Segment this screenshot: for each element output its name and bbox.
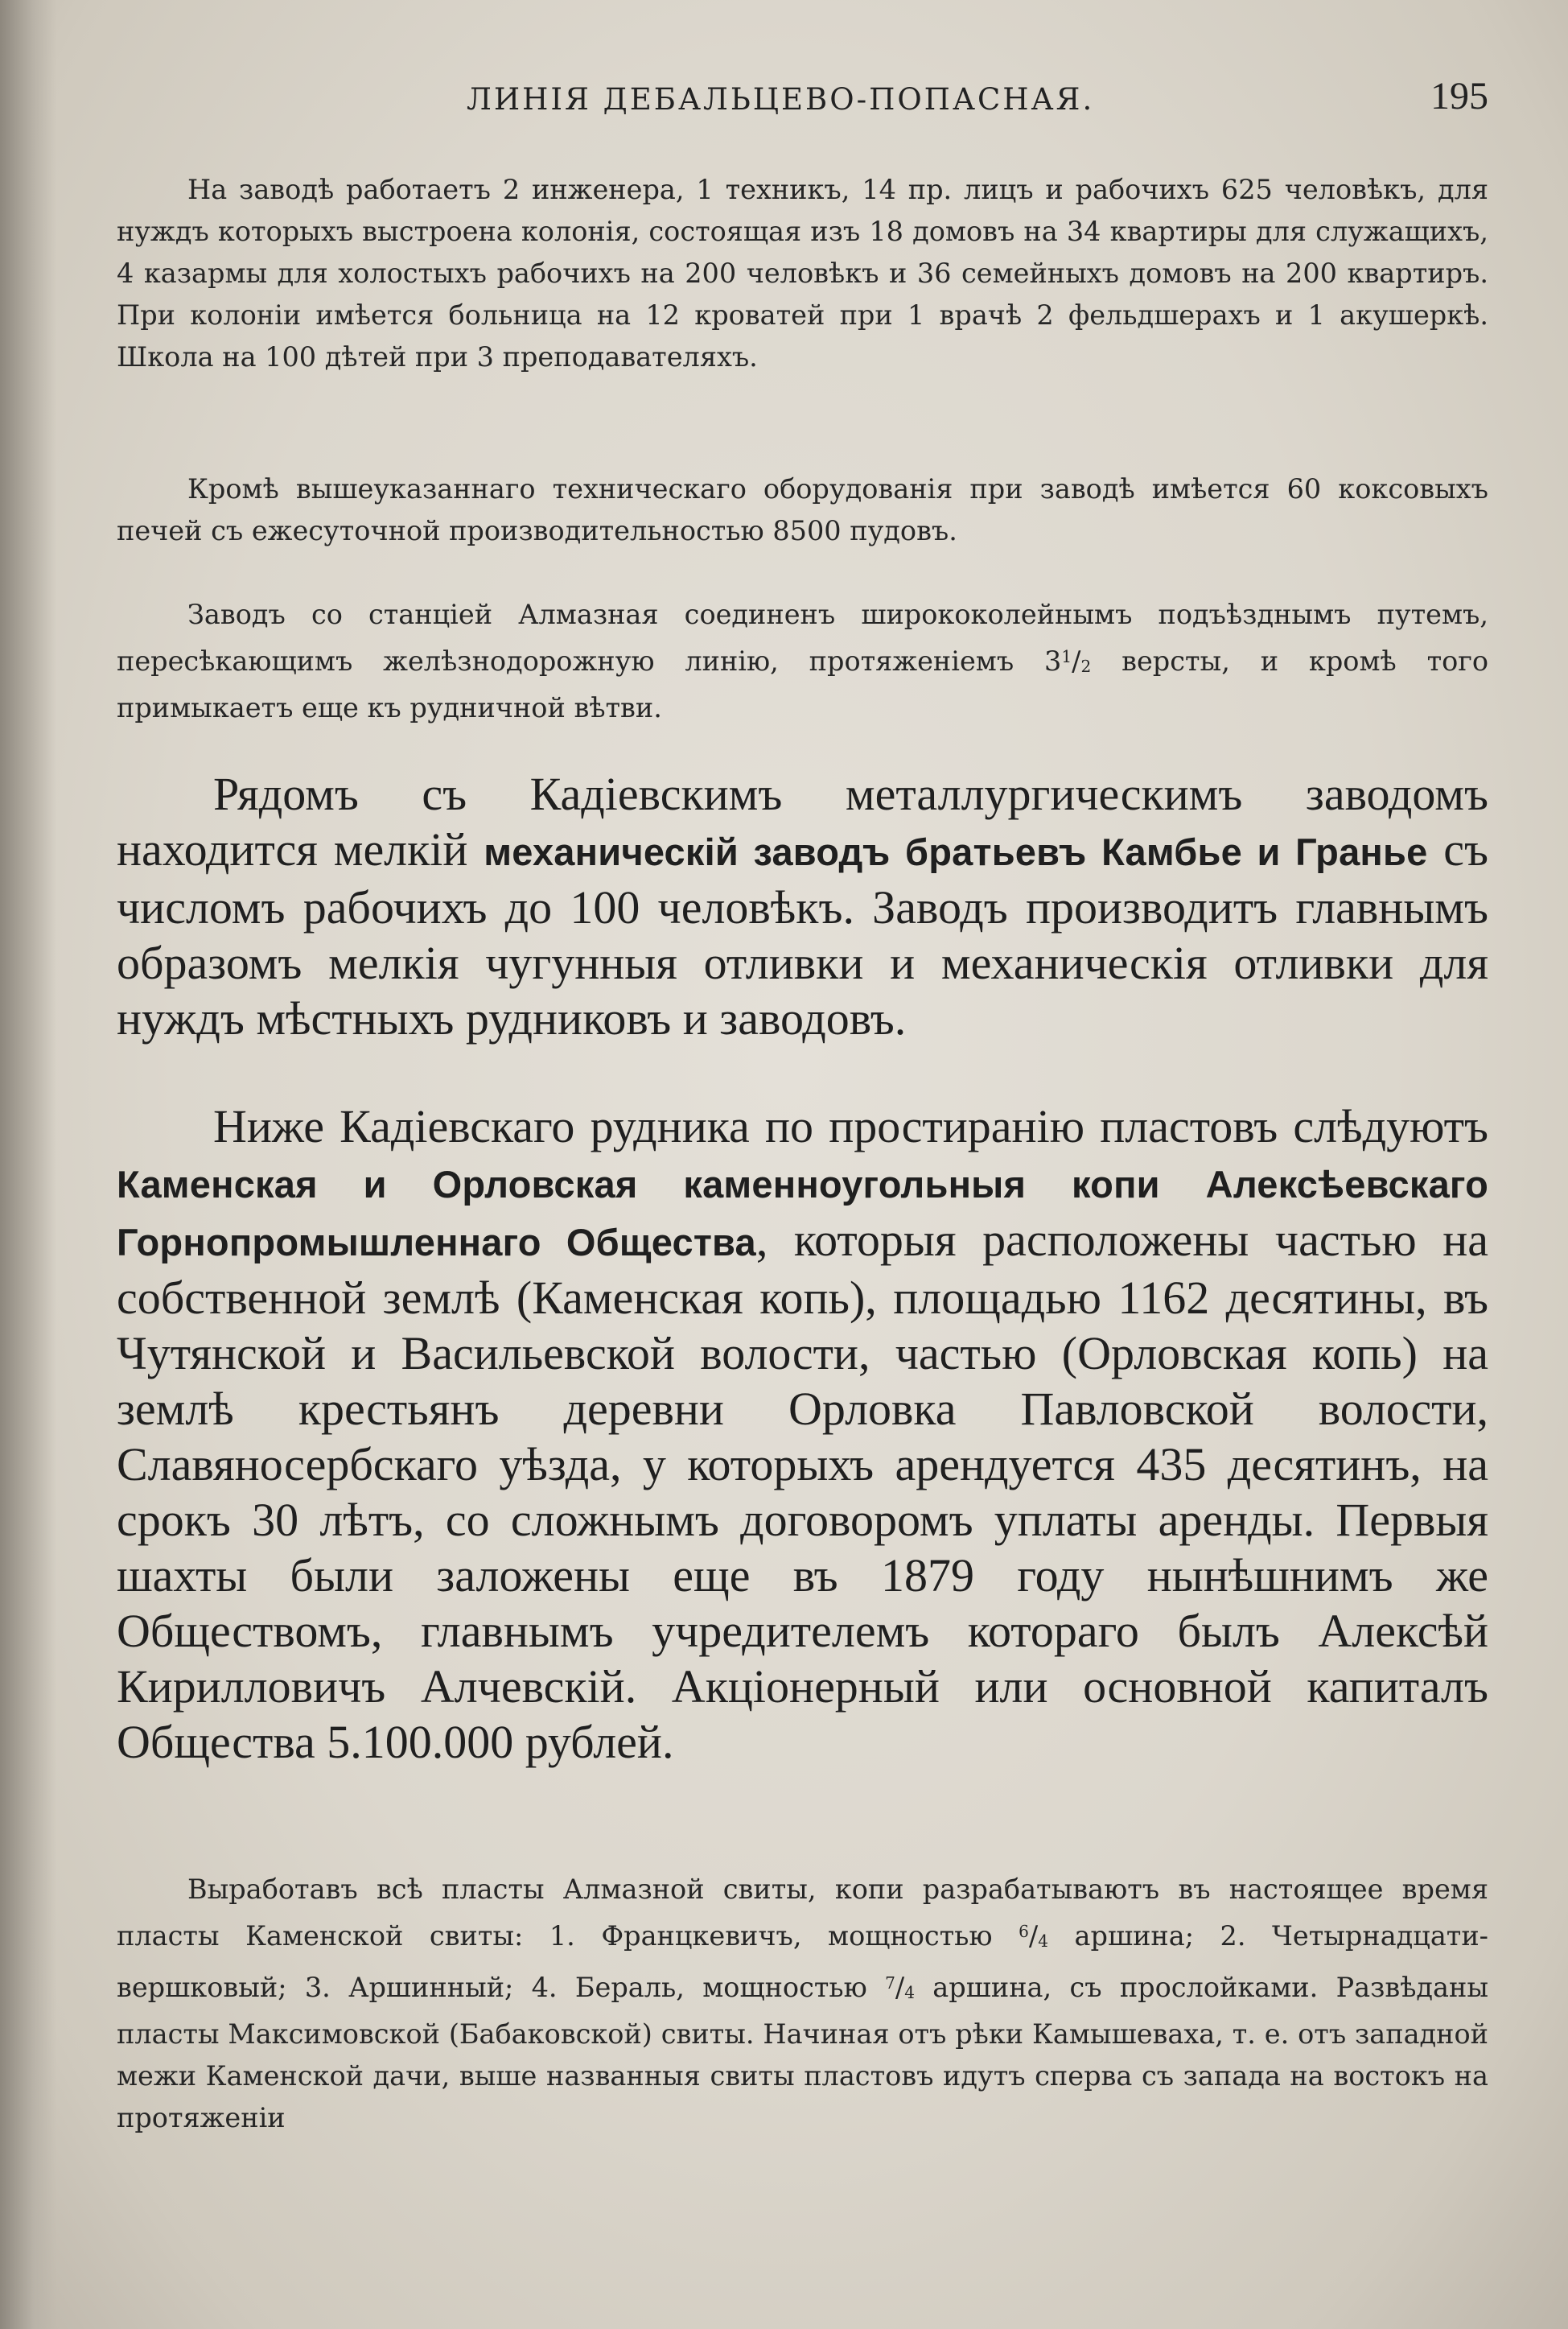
paragraph-text: аршина; 2. Четырнадцати-вершковый; 3. Аршинный; 4. Бераль, мощностью: [117, 1920, 1488, 2004]
page-number: 195: [1430, 75, 1488, 117]
fraction-numerator: 6: [1019, 1922, 1029, 1941]
fraction-denominator: 4: [1038, 1931, 1048, 1952]
paragraph-coal-seams: Выработавъ всѣ пласты Алмазной свиты, копи разрабатываютъ въ настоящее время пласты Каменской свиты: 1. Францкевичъ, мощностью $^6/_4$ аршина; 2. Четырнадцати-вершковый; 3. Аршинный; 4. Бераль, мощностью $^7/_4$ аршина, съ прослойками. Развѣданы пласты Максимовской (Бабаковской) свиты. Начиная отъ рѣки Камышеваха, т. е. отъ западной межи Каменской дачи, выше названныя свиты пластовъ идутъ сперва съ запада на востокъ на протяженіи: [117, 1874, 1488, 2134]
paragraph-text: Кромѣ вышеуказаннаго техническаго оборудованія при заводѣ имѣется 60 коксовыхъ печей съ ежесуточной производительностью 8500 пудовъ.: [117, 473, 1488, 546]
paragraph-railway-link: Заводъ со станціей Алмазная соединенъ ширококолейнымъ подъѣзднымъ путемъ, пересѣкающимъ желѣзнодорожную линію, протяженіемъ $3^1/_2$ версты, и кромѣ того примыкаетъ еще къ рудничной вѣтви.: [117, 599, 1488, 724]
paragraph-text: версты, и кромѣ того примыкаетъ еще къ рудничной вѣтви.: [117, 645, 1488, 724]
paragraph-text: Рядомъ съ Кадіевскимъ металлургическимъ заводомъ находится мелкій: [117, 768, 1488, 876]
fraction-numerator: 1: [1061, 647, 1072, 666]
paragraph-workers-colony: [117, 169, 1488, 378]
paragraph-text: , которыя расположены частью на собственной землѣ (Каменская копь), площадью 1162 десятины, въ Чутянской и Васильевской волости, частью (Орловская копь) на землѣ крестьянъ деревни Орловка Павловской волости, Славяносербскаго уѣзда, у которыхъ арендуется 435 десятинъ, на срокъ 30 лѣтъ, со сложнымъ договоромъ уплаты аренды. Первыя шахты были заложены еще въ 1879 году нынѣшнимъ же Обществомъ, главнымъ учредителемъ котораго былъ Алексѣй Кирилловичъ Алчевскій. Акціонерный или основной капиталъ Общества 5.100.000 рублей.: [117, 1214, 1488, 1768]
paragraph-text: Заводъ со станціей Алмазная соединенъ ширококолейнымъ подъѣзднымъ путемъ, пересѣкающимъ желѣзнодорожную линію, протяженіемъ 3: [117, 599, 1488, 678]
paragraph-coal-mines: [117, 1099, 1488, 1770]
fraction-numerator: 7: [885, 1973, 895, 1993]
paragraph-coke-ovens: [117, 468, 1488, 552]
fraction-denominator: 4: [904, 1983, 915, 2003]
running-title: ЛИНІЯ ДЕБАЛЬЦЕВО-ПОПАСНАЯ.: [467, 82, 1095, 117]
fraction-denominator: 2: [1080, 657, 1092, 677]
paragraph-text: На заводѣ работаетъ 2 инженера, 1 техникъ, 14 пр. лицъ и рабочихъ 625 человѣкъ, для нуждъ которыхъ выстроена колонія, состоящая изъ 18 домовъ на 34 квартиры для служащихъ, 4 казармы для холостыхъ рабочихъ на 200 человѣкъ и 36 семейныхъ домовъ на 200 квартиръ. При колоніи имѣется больница на 12 кроватей при 1 врачѣ 2 фельдшерахъ и 1 акушеркѣ. Школа на 100 дѣтей при 3 преподавателяхъ.: [117, 174, 1488, 373]
bold-plant-name: механическій заводъ братьевъ Камбье и Гранье: [484, 831, 1428, 873]
paragraph-text: Ниже Кадіевскаго рудника по простиранію пластовъ слѣдуютъ: [213, 1100, 1488, 1152]
bold-company-name: Каменская и Орловская каменноугольныя копи Алексѣевскаго Горнопромышленнаго Общества: [117, 1163, 1488, 1263]
paragraph-text: съ числомъ рабочихъ до 100 человѣкъ. Заводъ производитъ главнымъ образомъ мелкія чугунныя отливки и механическія отливки для нуждъ мѣстныхъ рудниковъ и заводовъ.: [117, 823, 1489, 1045]
paragraph-text: аршина, съ прослойками. Развѣданы пласты Максимовской (Бабаковской) свиты. Начиная отъ рѣки Камышеваха, т. е. отъ западной межи Каменской дачи, выше названныя свиты пластовъ идутъ сперва съ запада на востокъ на протяженіи: [117, 1972, 1488, 2134]
page-gutter-shadow: [0, 0, 56, 2329]
paragraph-text: Выработавъ всѣ пласты Алмазной свиты, копи разрабатываютъ въ настоящее время пласты Каменской свиты: 1. Францкевичъ, мощностью: [117, 1874, 1488, 1952]
page-header: [121, 74, 1488, 122]
paragraph-mechanical-plant: [117, 766, 1488, 1046]
